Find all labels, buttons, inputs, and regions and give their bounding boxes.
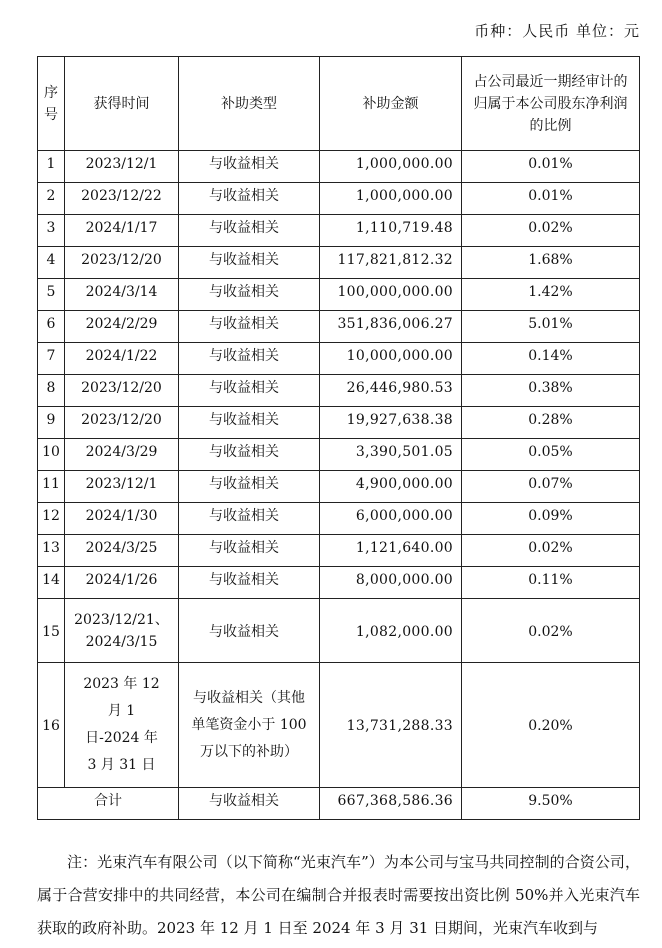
table-row	[38, 599, 640, 663]
table-row	[38, 215, 640, 247]
cell-type: 与收益相关	[179, 375, 320, 407]
cell-ratio: 0.01%	[462, 183, 640, 215]
cell-no: 2	[38, 183, 65, 215]
total-label: 合计	[38, 788, 179, 820]
cell-date: 2023/12/1	[65, 471, 179, 503]
cell-date: 2024/1/17	[65, 215, 179, 247]
table-row	[38, 375, 640, 407]
cell-no: 16	[38, 663, 65, 788]
cell-type: 与收益相关	[179, 439, 320, 471]
table-row	[38, 151, 640, 183]
cell-type: 与收益相关（其他单笔资金小于 100 万以下的补助）	[179, 663, 320, 788]
cell-ratio: 0.20%	[462, 663, 640, 788]
cell-ratio: 0.11%	[462, 567, 640, 599]
cell-amount: 8,000,000.00	[320, 567, 462, 599]
cell-no: 1	[38, 151, 65, 183]
cell-date: 2023/12/20	[65, 247, 179, 279]
cell-ratio: 0.38%	[462, 375, 640, 407]
cell-ratio: 0.02%	[462, 535, 640, 567]
cell-date: 2024/1/30	[65, 503, 179, 535]
cell-type: 与收益相关	[179, 471, 320, 503]
subsidy-table	[37, 56, 640, 820]
cell-no: 3	[38, 215, 65, 247]
cell-amount: 19,927,638.38	[320, 407, 462, 439]
header-date: 获得时间	[65, 57, 179, 151]
cell-ratio: 5.01%	[462, 311, 640, 343]
total-ratio: 9.50%	[462, 788, 640, 820]
cell-amount: 117,821,812.32	[320, 247, 462, 279]
cell-ratio: 0.01%	[462, 151, 640, 183]
cell-date: 2023 年 12 月 1 日-2024 年 3 月 31 日	[65, 663, 179, 788]
cell-amount: 13,731,288.33	[320, 663, 462, 788]
cell-date: 2023/12/20	[65, 407, 179, 439]
table-row	[38, 567, 640, 599]
cell-type: 与收益相关	[179, 535, 320, 567]
cell-no: 6	[38, 311, 65, 343]
table-row	[38, 407, 640, 439]
cell-no: 15	[38, 599, 65, 663]
cell-type: 与收益相关	[179, 183, 320, 215]
header-ratio: 占公司最近一期经审计的归属于本公司股东净利润的比例	[462, 57, 640, 151]
cell-no: 13	[38, 535, 65, 567]
table-row	[38, 471, 640, 503]
cell-ratio: 0.07%	[462, 471, 640, 503]
cell-type: 与收益相关	[179, 247, 320, 279]
cell-no: 8	[38, 375, 65, 407]
cell-amount: 3,390,501.05	[320, 439, 462, 471]
cell-type: 与收益相关	[179, 503, 320, 535]
cell-amount: 1,110,719.48	[320, 215, 462, 247]
cell-no: 10	[38, 439, 65, 471]
cell-amount: 4,900,000.00	[320, 471, 462, 503]
table-row	[38, 247, 640, 279]
cell-type: 与收益相关	[179, 567, 320, 599]
table-header-row	[38, 57, 640, 151]
cell-date: 2024/1/22	[65, 343, 179, 375]
cell-type: 与收益相关	[179, 407, 320, 439]
table-row	[38, 535, 640, 567]
cell-type: 与收益相关	[179, 215, 320, 247]
cell-type: 与收益相关	[179, 311, 320, 343]
cell-ratio: 0.05%	[462, 439, 640, 471]
cell-date: 2024/2/29	[65, 311, 179, 343]
cell-date: 2023/12/1	[65, 151, 179, 183]
cell-amount: 1,000,000.00	[320, 151, 462, 183]
cell-date: 2024/3/14	[65, 279, 179, 311]
cell-no: 12	[38, 503, 65, 535]
cell-amount: 351,836,006.27	[320, 311, 462, 343]
cell-amount: 1,121,640.00	[320, 535, 462, 567]
cell-date: 2024/1/26	[65, 567, 179, 599]
cell-ratio: 1.68%	[462, 247, 640, 279]
cell-no: 4	[38, 247, 65, 279]
cell-type: 与收益相关	[179, 343, 320, 375]
header-type: 补助类型	[179, 57, 320, 151]
cell-ratio: 0.09%	[462, 503, 640, 535]
cell-no: 11	[38, 471, 65, 503]
cell-amount: 10,000,000.00	[320, 343, 462, 375]
cell-no: 14	[38, 567, 65, 599]
cell-ratio: 0.02%	[462, 599, 640, 663]
table-row	[38, 183, 640, 215]
cell-ratio: 0.28%	[462, 407, 640, 439]
cell-ratio: 0.14%	[462, 343, 640, 375]
cell-ratio: 0.02%	[462, 215, 640, 247]
cell-amount: 1,000,000.00	[320, 183, 462, 215]
total-type: 与收益相关	[179, 788, 320, 820]
cell-no: 7	[38, 343, 65, 375]
cell-amount: 1,082,000.00	[320, 599, 462, 663]
cell-date: 2023/12/21、2024/3/15	[65, 599, 179, 663]
header-amount: 补助金额	[320, 57, 462, 151]
currency-unit-line: 币种：人民币 单位：元	[474, 22, 640, 40]
cell-date: 2023/12/20	[65, 375, 179, 407]
cell-date: 2023/12/22	[65, 183, 179, 215]
cell-type: 与收益相关	[179, 599, 320, 663]
table-total-row	[38, 788, 640, 820]
cell-amount: 100,000,000.00	[320, 279, 462, 311]
cell-type: 与收益相关	[179, 279, 320, 311]
cell-amount: 26,446,980.53	[320, 375, 462, 407]
header-no: 序号	[38, 57, 65, 151]
table-row	[38, 279, 640, 311]
cell-no: 9	[38, 407, 65, 439]
cell-amount: 6,000,000.00	[320, 503, 462, 535]
footnote: 注：光束汽车有限公司（以下简称“光束汽车”）为本公司与宝马共同控制的合资公司，属于合营安排中的共同经营，本公司在编制合并报表时需要按出资比例 50%并入光束汽车获取的政府补助。2023 年 12 月 1 日至 2024 年 3 月 31 日期间，光束汽车收到与	[37, 853, 640, 937]
cell-date: 2024/3/29	[65, 439, 179, 471]
cell-date: 2024/3/25	[65, 535, 179, 567]
table-row	[38, 503, 640, 535]
table-row	[38, 311, 640, 343]
cell-type: 与收益相关	[179, 151, 320, 183]
cell-ratio: 1.42%	[462, 279, 640, 311]
table-row	[38, 663, 640, 788]
table-row	[38, 439, 640, 471]
cell-no: 5	[38, 279, 65, 311]
total-amount: 667,368,586.36	[320, 788, 462, 820]
table-row	[38, 343, 640, 375]
